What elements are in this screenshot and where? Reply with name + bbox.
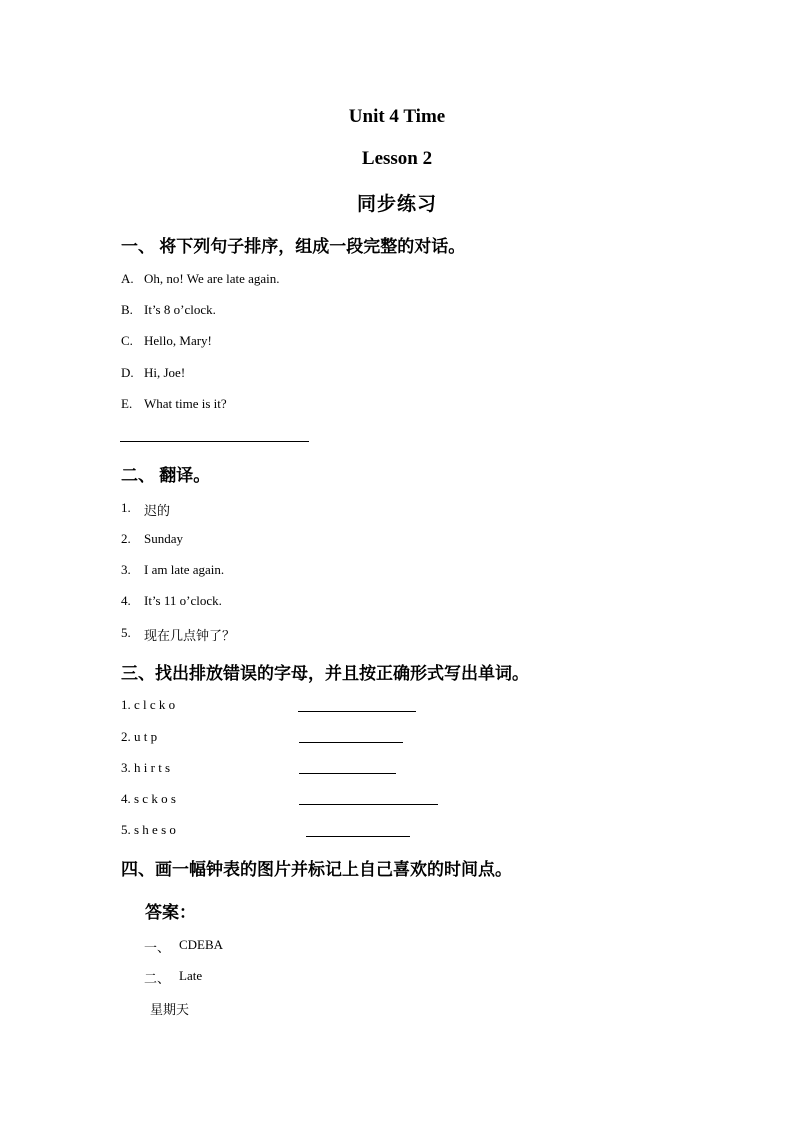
- item-marker: 3.: [121, 562, 131, 577]
- scrambled-word: 5. s h e s o: [121, 822, 176, 837]
- item-marker: 2.: [121, 531, 131, 546]
- answers-heading: 答案：: [145, 903, 196, 922]
- item-marker: B.: [121, 302, 133, 317]
- item-text: Hi, Joe!: [144, 365, 186, 380]
- scrambled-word: 1. c l c k o: [121, 697, 176, 712]
- section-2-heading: 二、 翻译。: [121, 466, 211, 485]
- answer-blank[interactable]: [298, 711, 416, 712]
- answer-blank[interactable]: [299, 773, 396, 774]
- item-text: I am late again.: [144, 562, 225, 577]
- answer-blank[interactable]: [120, 441, 309, 442]
- item-text: Oh, no! We are late again.: [144, 271, 280, 286]
- item-marker: C.: [121, 333, 133, 348]
- item-marker: A.: [121, 271, 134, 286]
- item-marker: 1.: [121, 500, 131, 515]
- scrambled-word: 4. s c k o s: [121, 791, 176, 806]
- answer-blank[interactable]: [299, 742, 403, 743]
- lesson-title: Lesson 2: [361, 148, 433, 169]
- item-text: 迟的: [144, 503, 171, 518]
- item-text: Hello, Mary!: [144, 333, 212, 348]
- item-marker: E.: [121, 396, 133, 411]
- page-title: Unit 4 Time: [348, 106, 446, 127]
- answer-text: Late: [179, 968, 203, 983]
- section-1-heading: 一、 将下列句子排序，组成一段完整的对话。: [121, 237, 466, 256]
- scrambled-word: 3. h i r t s: [121, 760, 171, 775]
- answer-marker: 二、: [144, 971, 171, 986]
- scrambled-word: 2. u t p: [121, 729, 158, 744]
- section-3-heading: 三、找出排放错误的字母，并且按正确形式写出单词。: [121, 664, 529, 683]
- page-subtitle: 同步练习: [356, 194, 437, 215]
- answer-text: 星期天: [150, 1002, 190, 1017]
- item-text: What time is it?: [144, 396, 227, 411]
- item-text: It’s 8 o’clock.: [144, 302, 216, 317]
- section-4-heading: 四、画一幅钟表的图片并标记上自己喜欢的时间点。: [121, 860, 512, 879]
- answer-marker: 一、: [144, 940, 171, 955]
- item-text: 现在几点钟了？: [144, 628, 236, 643]
- item-marker: D.: [121, 365, 134, 380]
- item-marker: 5.: [121, 625, 131, 640]
- item-text: It’s 11 o’clock.: [144, 593, 222, 608]
- item-text: Sunday: [144, 531, 183, 546]
- item-marker: 4.: [121, 593, 131, 608]
- answer-blank[interactable]: [306, 836, 410, 837]
- answer-text: CDEBA: [179, 937, 224, 952]
- answer-blank[interactable]: [299, 804, 438, 805]
